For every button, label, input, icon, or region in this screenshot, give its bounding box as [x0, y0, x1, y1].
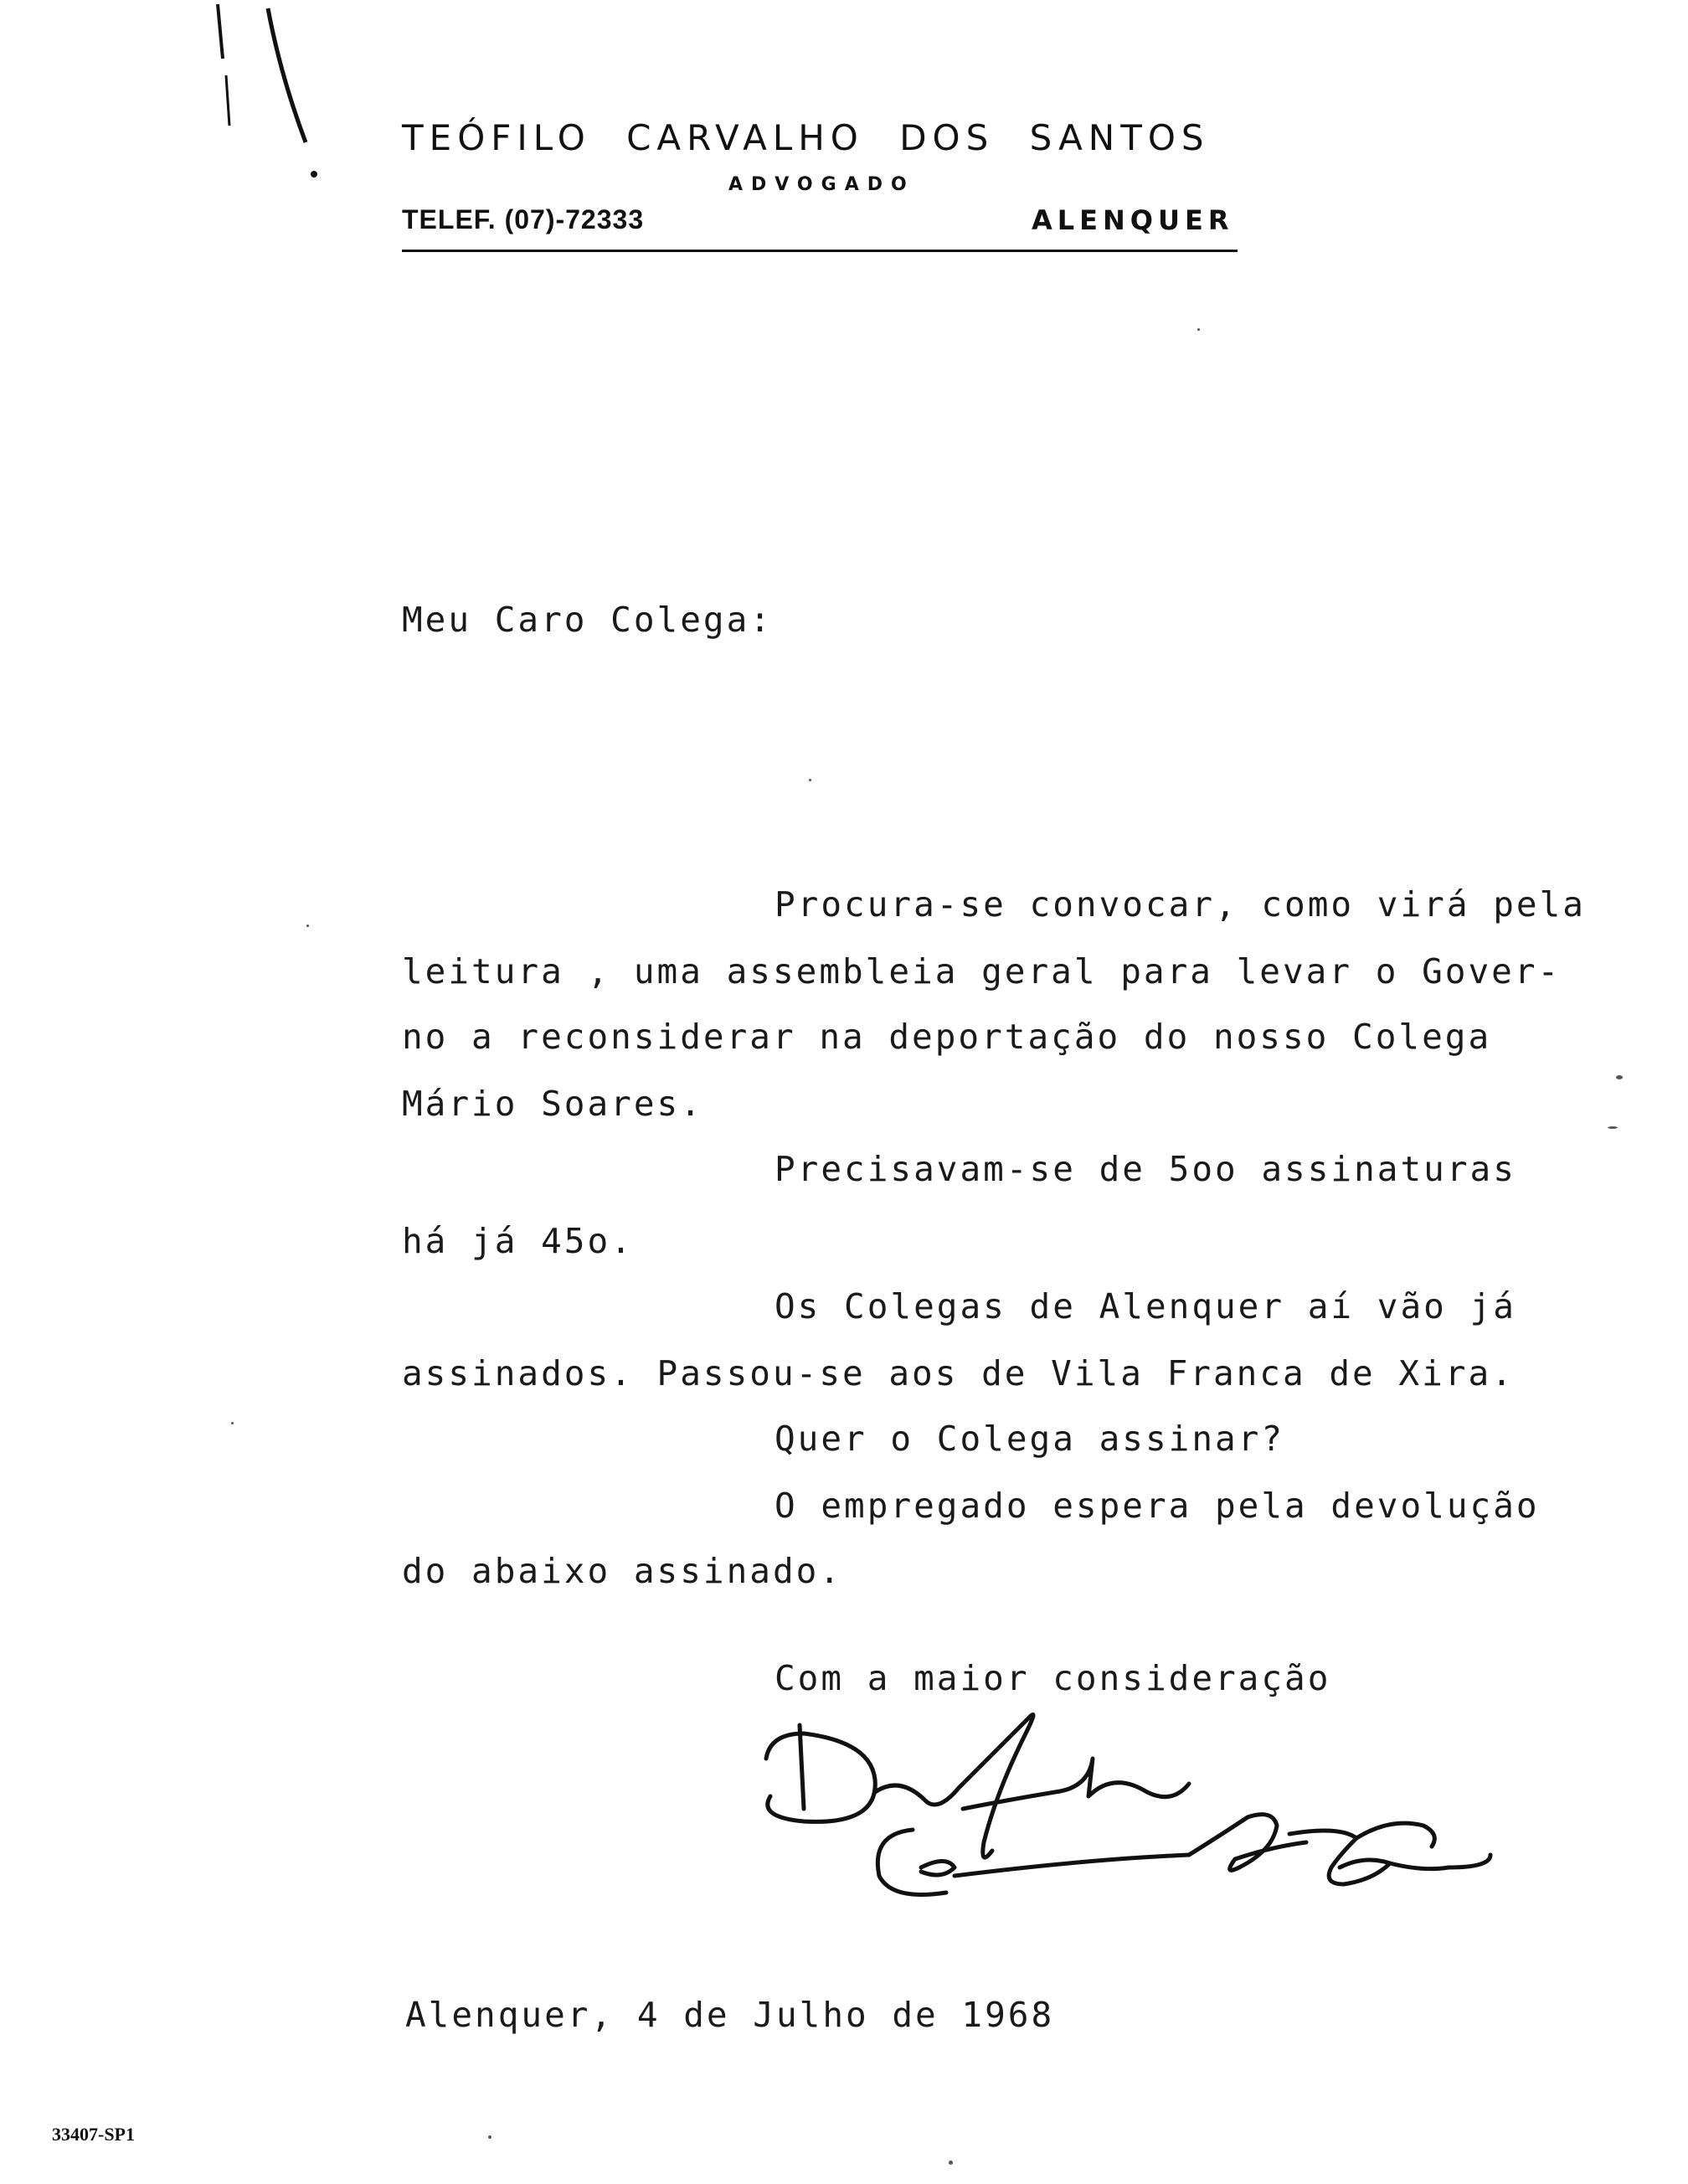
scan-speck — [306, 925, 309, 927]
scan-speck — [1616, 1075, 1623, 1079]
body-line-10: O empregado espera pela devolução — [775, 1486, 1540, 1526]
form-code: 33407-SP1 — [52, 2124, 135, 2145]
letterhead-profession: ADVOGADO — [728, 174, 915, 195]
letterhead-city: ALENQUER — [1032, 204, 1234, 236]
body-line-6: há já 45o. — [402, 1221, 634, 1261]
body-line-7: Os Colegas de Alenquer aí vão já — [775, 1286, 1516, 1326]
handwritten-signature — [754, 1708, 1574, 1926]
body-line-4: Mário Soares. — [402, 1084, 703, 1124]
scan-speck — [809, 779, 811, 781]
margin-pen-marks — [209, 0, 327, 193]
body-line-9: Quer o Colega assinar? — [775, 1419, 1285, 1459]
letterhead-name: TEÓFILO CARVALHO DOS SANTOS — [402, 117, 1210, 158]
scan-speck — [949, 2161, 953, 2165]
salutation: Meu Caro Colega: — [402, 600, 773, 640]
scan-speck — [1197, 328, 1200, 331]
letterhead-phone: TELEF. (07)-72333 — [402, 204, 645, 234]
letterhead-divider — [402, 250, 1238, 252]
body-line-1: Procura-se convocar, como virá pela — [775, 884, 1586, 925]
body-line-11: do abaixo assinado. — [402, 1551, 842, 1591]
scan-speck — [231, 1422, 234, 1424]
body-line-2: leitura , uma assembleia geral para levar o Gover- — [402, 951, 1562, 992]
body-line-8: assinados. Passou-se aos de Vila Franca de Xira. — [402, 1353, 1515, 1393]
scan-speck — [488, 2135, 491, 2139]
scan-speck — [1608, 1126, 1618, 1129]
closing: Com a maior consideração — [775, 1658, 1331, 1698]
body-line-5: Precisavam-se de 5oo assinaturas — [775, 1149, 1516, 1189]
body-line-3: no a reconsiderar na deportação do nosso Colega — [402, 1017, 1492, 1057]
date-line: Alenquer, 4 de Julho de 1968 — [405, 1995, 1055, 2035]
